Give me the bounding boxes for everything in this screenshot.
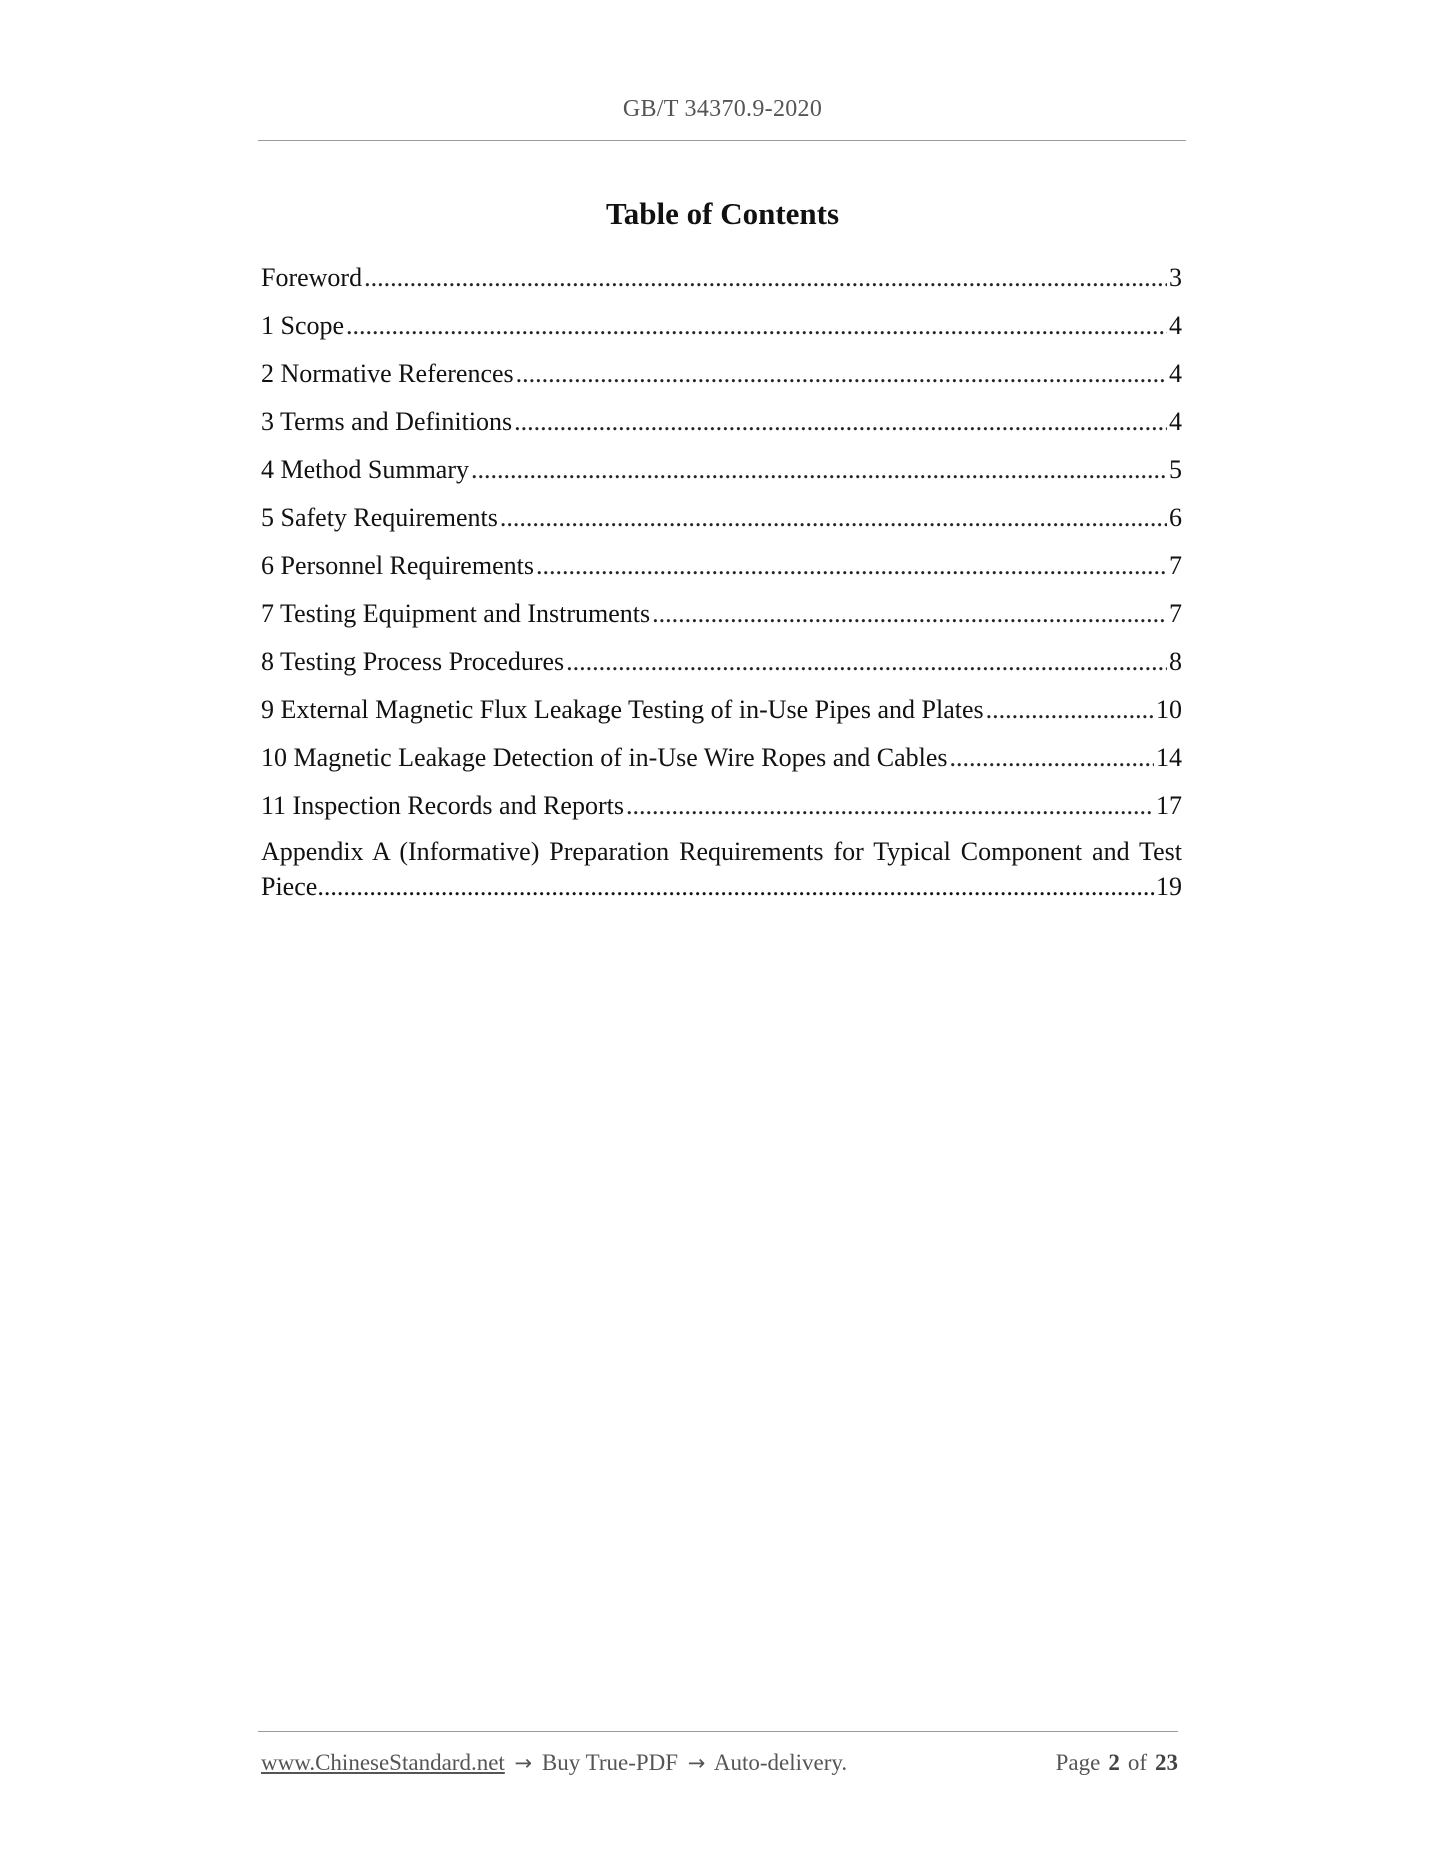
toc-entry-external-flux-leakage[interactable] — [261, 694, 1182, 742]
toc-entry-page: 3 — [1169, 263, 1182, 292]
website-link[interactable]: www.ChineseStandard.net — [261, 1750, 505, 1775]
toc-entry-page: 4 — [1169, 311, 1182, 340]
arrow-right-icon: → — [687, 1751, 706, 1775]
page-word: Page — [1055, 1750, 1101, 1775]
footer-promo — [261, 1750, 847, 1776]
toc-entry-terms-definitions[interactable] — [261, 406, 1182, 454]
toc-entry-page: 6 — [1169, 503, 1182, 532]
dot-leader — [500, 502, 1167, 534]
arrow-right-icon: → — [514, 1751, 533, 1775]
toc-title: Table of Contents — [605, 196, 840, 231]
table-of-contents — [261, 262, 1182, 904]
toc-entry-page: 10 — [1156, 695, 1182, 724]
toc-entry-label: 3 Terms and Definitions — [261, 407, 513, 436]
total-pages: 23 — [1155, 1750, 1178, 1775]
toc-entry-label: 11 Inspection Records and Reports — [261, 791, 624, 820]
dot-leader — [950, 742, 1154, 774]
header-divider — [258, 140, 1186, 141]
dot-leader — [516, 358, 1167, 390]
toc-entry-label: 9 External Magnetic Flux Leakage Testing of in-Use Pipes and Plates — [261, 695, 984, 724]
page-footer — [261, 1750, 1178, 1776]
toc-entry-foreword[interactable] — [261, 262, 1182, 310]
toc-entry-continuation — [261, 869, 1182, 904]
toc-entry-normative-references[interactable] — [261, 358, 1182, 406]
toc-entry-label: Piece — [261, 872, 318, 901]
dot-leader — [652, 598, 1167, 630]
toc-entry-page: 4 — [1169, 359, 1182, 388]
page-number — [1056, 1750, 1178, 1776]
toc-entry-page: 7 — [1169, 599, 1182, 628]
toc-entry-label: 4 Method Summary — [261, 455, 469, 484]
toc-entry-testing-equipment[interactable] — [261, 598, 1182, 646]
toc-entry-inspection-records[interactable] — [261, 790, 1182, 838]
toc-entry-method-summary[interactable] — [261, 454, 1182, 502]
document-code: GB/T 34370.9-2020 — [622, 96, 823, 122]
toc-entry-page: 4 — [1169, 407, 1182, 436]
dot-leader — [317, 869, 1156, 904]
footer-step-delivery: Auto-delivery. — [713, 1750, 848, 1775]
footer-step-buy: Buy True-PDF — [541, 1750, 679, 1775]
toc-entry-label: Foreword — [261, 263, 363, 292]
toc-entry-scope[interactable] — [261, 310, 1182, 358]
toc-entry-label: 1 Scope — [261, 311, 345, 340]
dot-leader — [346, 310, 1167, 342]
toc-entry-page: 17 — [1156, 791, 1182, 820]
dot-leader — [364, 262, 1167, 294]
dot-leader — [626, 790, 1154, 822]
toc-entry-wire-ropes[interactable] — [261, 742, 1182, 790]
toc-entry-label: 6 Personnel Requirements — [261, 551, 534, 580]
footer-divider — [258, 1731, 1178, 1732]
toc-entry-page: 5 — [1169, 455, 1182, 484]
toc-entry-page: 8 — [1169, 647, 1182, 676]
toc-entry-page: 7 — [1169, 551, 1182, 580]
dot-leader — [514, 406, 1167, 438]
toc-entry-page: 19 — [1156, 872, 1182, 901]
toc-entry-testing-procedures[interactable] — [261, 646, 1182, 694]
toc-entry-label: 2 Normative References — [261, 359, 514, 388]
toc-entry-safety-requirements[interactable] — [261, 502, 1182, 550]
dot-leader — [536, 550, 1167, 582]
toc-entry-appendix-a[interactable] — [261, 834, 1182, 904]
of-word: of — [1127, 1750, 1147, 1775]
toc-entry-label: Appendix A (Informative) Preparation Requirements for Typical Component and Test — [261, 837, 1182, 866]
toc-entry-label: 10 Magnetic Leakage Detection of in-Use Wire Ropes and Cables — [261, 743, 948, 772]
current-page: 2 — [1108, 1750, 1120, 1775]
dot-leader — [986, 694, 1154, 726]
toc-entry-label: 5 Safety Requirements — [261, 503, 498, 532]
dot-leader — [566, 646, 1167, 678]
dot-leader — [471, 454, 1167, 486]
toc-entry-label: 8 Testing Process Procedures — [261, 647, 565, 676]
toc-entry-page: 14 — [1156, 743, 1182, 772]
toc-entry-personnel-requirements[interactable] — [261, 550, 1182, 598]
toc-entry-label: 7 Testing Equipment and Instruments — [261, 599, 651, 628]
